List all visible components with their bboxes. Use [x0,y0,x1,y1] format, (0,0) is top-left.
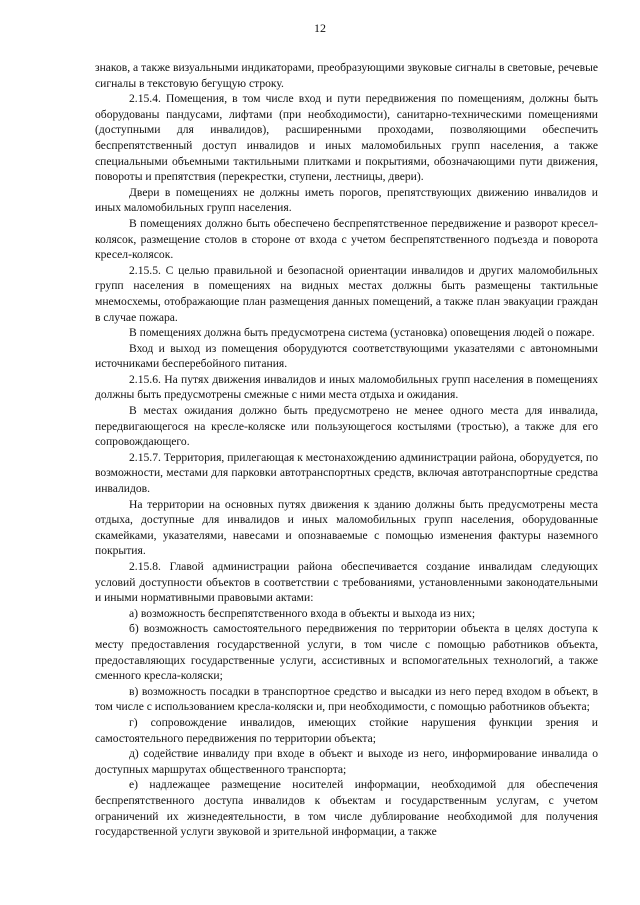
paragraph: знаков, а также визуальными индикаторами, преобразующими звуковые сигналы в световые, речевые сигналы в текстовую бегущую строку. [95,61,599,90]
paragraph: Вход и выход из помещения оборудуются соответствующими указателями с автономными источниками бесперебойного питания. [95,341,598,371]
paragraph: 2.15.5. С целью правильной и безопасной ориентации инвалидов и других маломобильных групп населения в помещениях на видных местах должны быть размещены тактильные мнемосхемы, отображающие план размещения данных помещений, а также план эвакуации граждан в случае пожара. [95,263,598,324]
list-item: д) содействие инвалиду при входе в объект и выходе из него, информирование инвалида о доступных маршрутах общественного транспорта; [95,747,598,776]
paragraph: 2.15.4. Помещения, в том числе вход и пути передвижения по помещениям, должны быть оборудованы пандусами, лифтами (при необходимости), санитарно-техническими помещениями (доступными для инвалидов), расширенными проходами, позволяющими обеспечить беспрепятственный доступ инвалидов и иных маломобильных групп населения, а также специальными объемными тактильными плитками и покрытиями, обозначающими пути движения, повороты и препятствия (перекрестки, ступени, лестницы, двери). [95,92,598,184]
paragraph: Двери в помещениях не должны иметь порогов, препятствующих движению инвалидов и иных маломобильных групп населения. [95,185,598,215]
list-item: е) надлежащее размещение носителей информации, необходимой для обеспечения беспрепятственного доступа инвалидов к объектам и государственным услугам, с учетом ограничений их жизнедеятельности, в том числе дублирование необходимой для получения государственной услуги звуковой и зрительной информации, а также [95,778,598,839]
page-number: 12 [314,21,326,35]
paragraph: 2.15.6. На путях движения инвалидов и иных маломобильных групп населения в помещениях должны быть предусмотрены смежные с ними места отдыха и ожидания. [95,372,598,402]
paragraph: 2.15.8. Главой администрации района обеспечивается создание инвалидам следующих условий доступности объектов в соответствии с требованиями, установленными законодательными и иными нормативными правовыми актами: [95,560,598,605]
list-item: г) сопровождение инвалидов, имеющих стойкие нарушения функции зрения и самостоятельного передвижения по территории объекта; [95,715,598,745]
paragraph: На территории на основных путях движения к зданию должны быть предусмотрены места отдыха, доступные для инвалидов и иных маломобильных групп населения, оборудованные скамейками, указателями, навесами и опознаваемые с помощью изменения фактуры наземного покрытия. [95,497,598,558]
paragraph: В местах ожидания должно быть предусмотрено не менее одного места для инвалида, передвигающегося на кресле-коляске или пользующегося костылями (тростью), а также для его сопровождающего. [95,404,598,449]
paragraph: В помещениях должно быть обеспечено беспрепятственное передвижение и разворот кресел-колясок, размещение столов в стороне от входа с учетом беспрепятственного подъезда и поворота кресел-колясок. [95,216,598,262]
list-item: а) возможность беспрепятственного входа в объекты и выхода из них; [129,606,476,620]
paragraph: В помещениях должна быть предусмотрена система (установка) оповещения людей о пожаре. [129,326,595,340]
paragraph: 2.15.7. Территория, прилегающая к местонахождению администрации района, оборудуется, по возможности, местами для парковки автотранспортных средств, включая автотранспортные средства инвалидов. [95,450,598,496]
list-item: б) возможность самостоятельного передвижения по территории объекта в целях доступа к месту предоставления государственной услуги, в том числе с помощью работников объекта, предоставляющих государственные услуги, ассистивных и вспомогательных технологий, а также сменного кресла-коляски; [95,622,598,683]
document-body [95,60,598,840]
list-item: в) возможность посадки в транспортное средство и высадки из него перед входом в объект, в том числе с использованием кресла-коляски и, при необходимости, с помощью работников объекта; [95,684,598,714]
